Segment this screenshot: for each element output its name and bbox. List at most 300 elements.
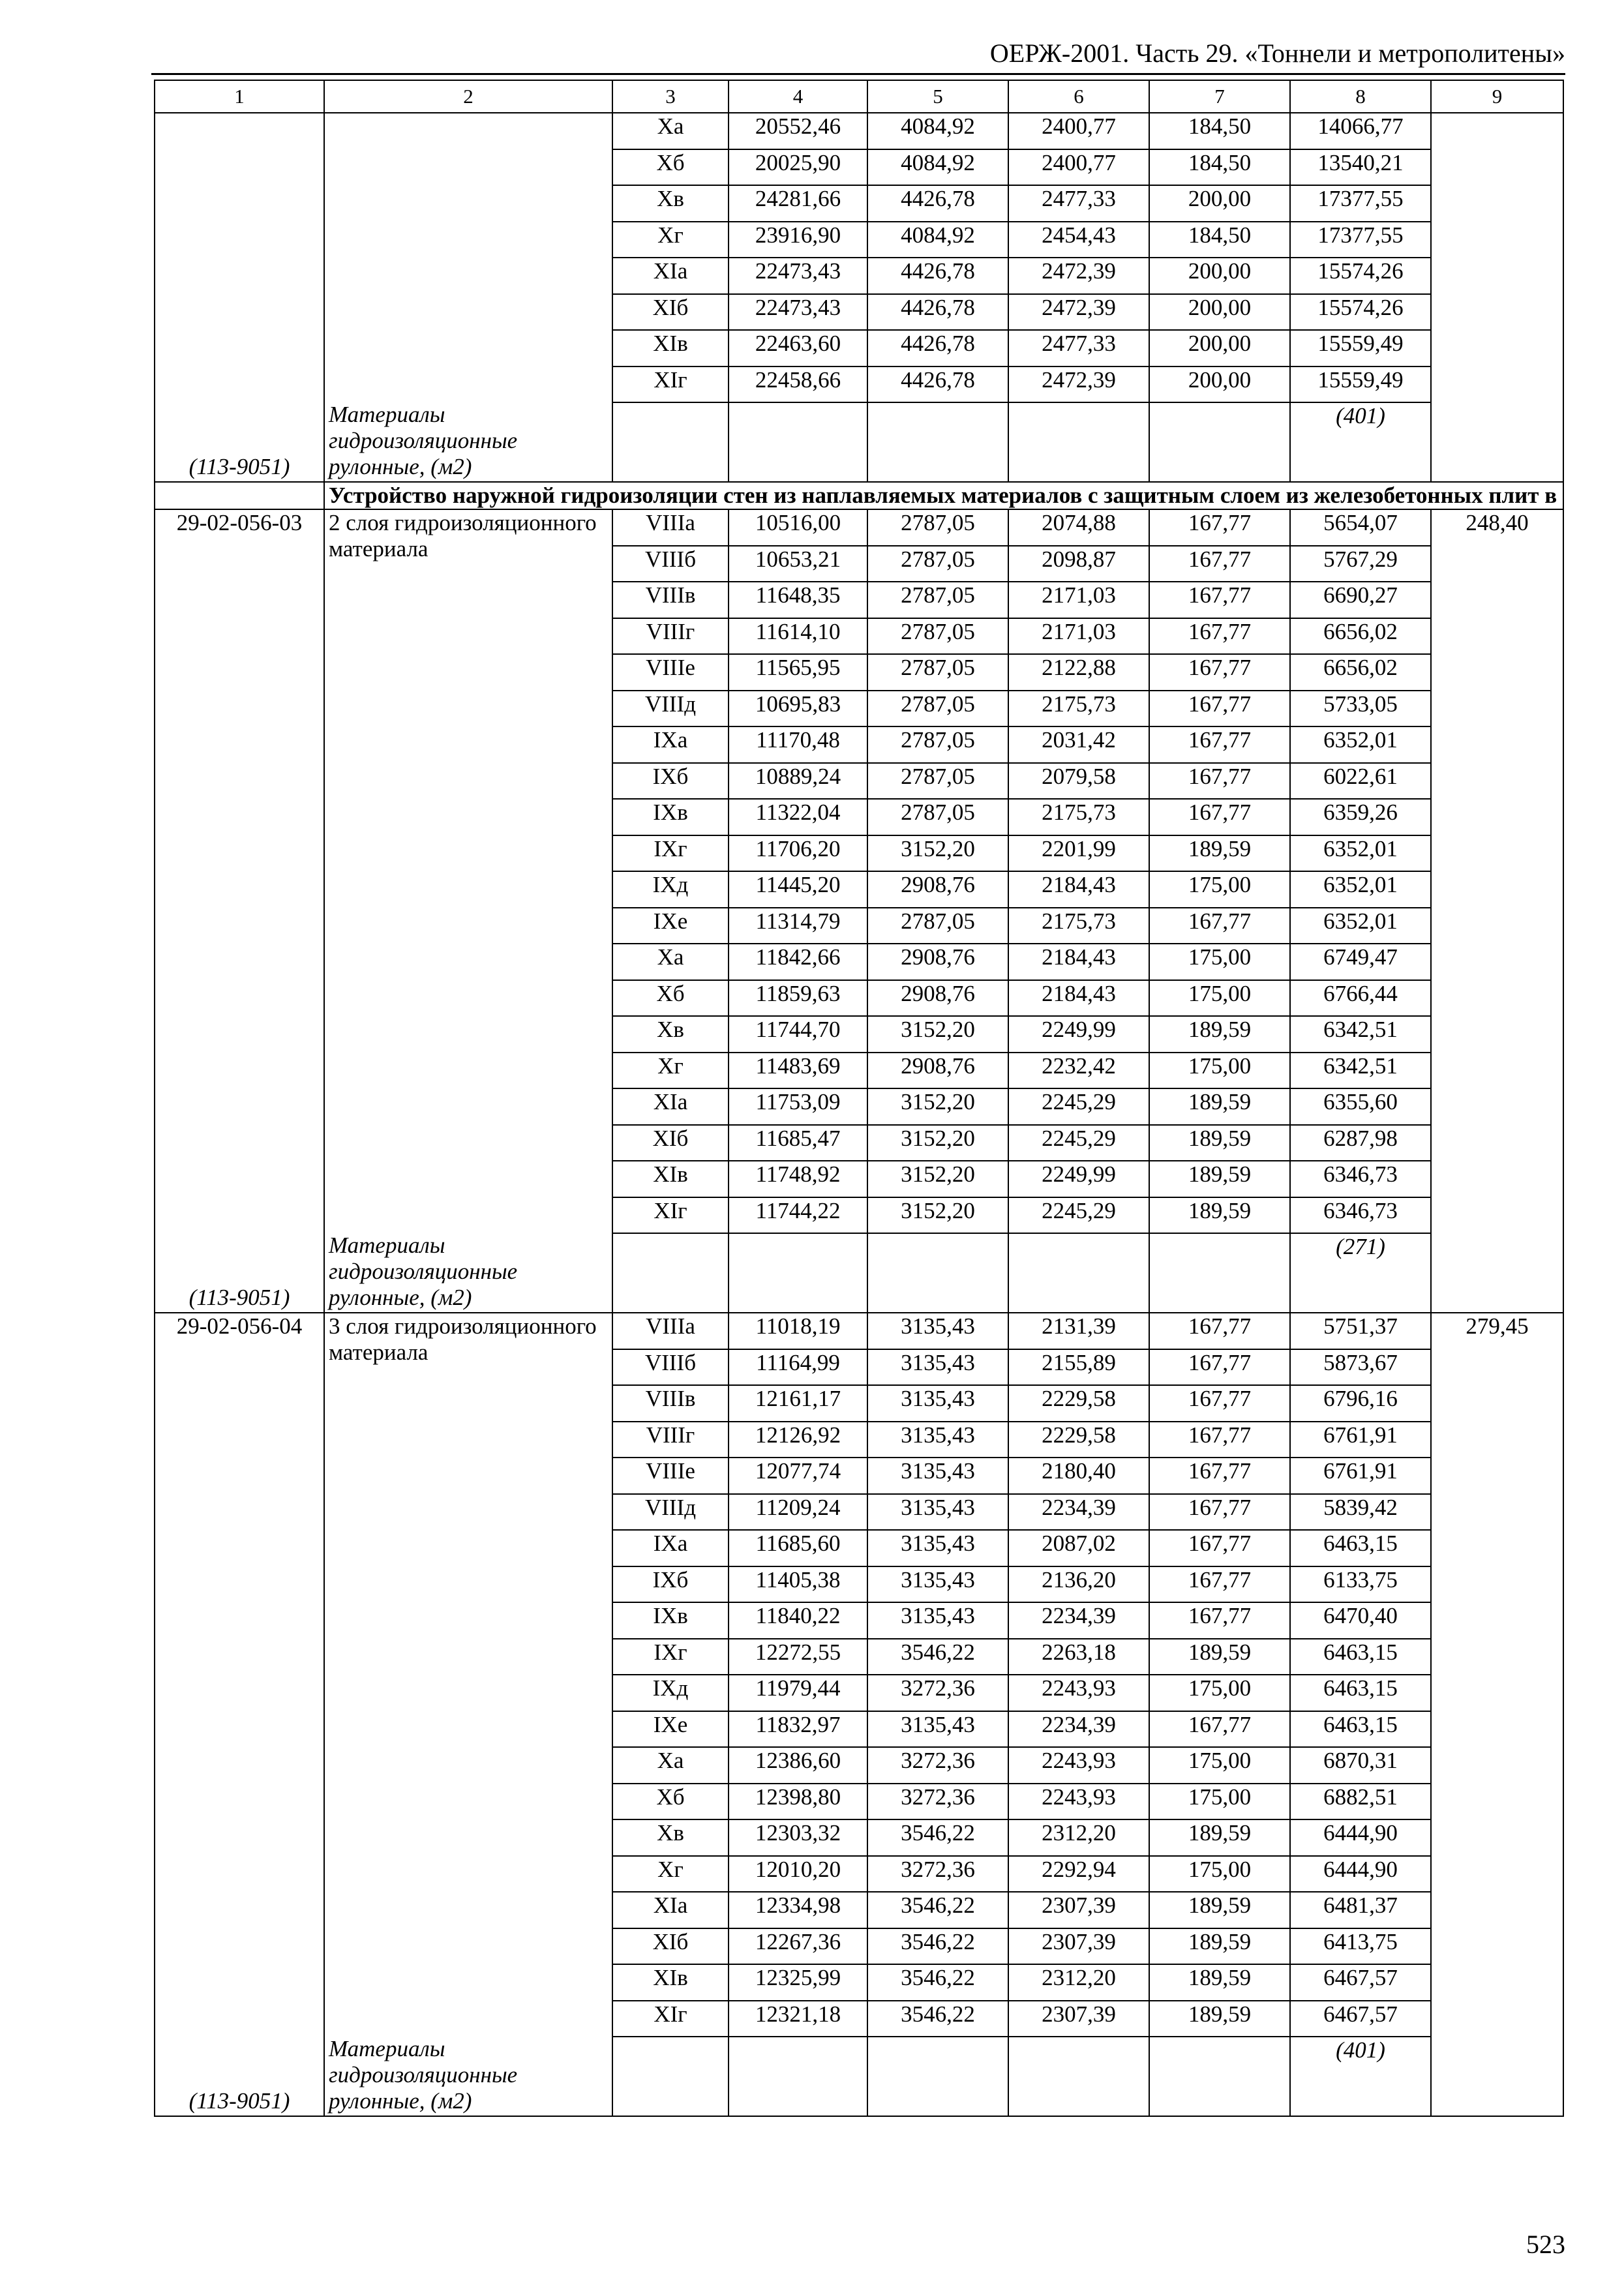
value-cell-col7: 167,77 [1149,1494,1290,1531]
value-cell-col5: 4426,78 [867,294,1008,331]
zone-cell: VIIIв [612,1385,729,1422]
table-row [155,509,1563,546]
material-value-cell [1290,402,1431,482]
value-cell-col6: 2079,58 [1008,763,1149,800]
material-empty-cell [1149,1233,1290,1313]
value-cell-col4: 11832,97 [729,1711,867,1748]
value-cell-col8: 6463,15 [1290,1711,1431,1748]
value-cell-col4: 10653,21 [729,546,867,582]
value-cell-col7: 175,00 [1149,1784,1290,1820]
material-empty-cell [867,1233,1008,1313]
zone-cell: Xa [612,944,729,980]
value-cell-col8: 6463,15 [1290,1639,1431,1675]
value-cell-col4: 22473,43 [729,294,867,331]
value-cell-col6: 2245,29 [1008,1197,1149,1234]
value-cell-col4: 12334,98 [729,1892,867,1928]
value-cell-col6: 2243,93 [1008,1784,1149,1820]
material-empty-cell [729,402,867,482]
value-cell-col8: 6463,15 [1290,1675,1431,1711]
value-cell-col4: 10516,00 [729,509,867,546]
value-cell-col6: 2249,99 [1008,1161,1149,1197]
zone-cell: IXa [612,1530,729,1566]
value-cell-col4: 11706,20 [729,835,867,872]
value-cell-col8: 15559,49 [1290,367,1431,403]
zone-cell: Xб [612,149,729,186]
value-cell-col5: 4084,92 [867,222,1008,258]
value-cell-col4: 11648,35 [729,582,867,618]
section-empty-cell [155,482,324,509]
value-cell-col5: 3135,43 [867,1602,1008,1639]
page-header-title: ОЕРЖ-2001. Часть 29. «Тоннели и метрополитены» [989,38,1565,68]
value-cell-col5: 4426,78 [867,367,1008,403]
value-cell-col8: 6413,75 [1290,1928,1431,1965]
zone-cell: XIб [612,294,729,331]
value-cell-col5: 3546,22 [867,2001,1008,2037]
value-cell-col5: 2908,76 [867,871,1008,908]
value-cell-col7: 167,77 [1149,546,1290,582]
material-name: Материалы гидроизоляционные рулонные, (м2) [329,1233,518,1310]
value-cell-col4: 22473,43 [729,258,867,294]
value-cell-col8: 13540,21 [1290,149,1431,186]
material-value-cell [1290,1233,1431,1313]
value-cell-col8: 15574,26 [1290,258,1431,294]
zone-cell: IXe [612,1711,729,1748]
value-cell-col7: 167,77 [1149,1349,1290,1386]
zone-cell: Xб [612,1784,729,1820]
value-cell-col4: 20025,90 [729,149,867,186]
value-cell-col8: 6444,90 [1290,1819,1431,1856]
zone-cell: VIIIa [612,509,729,546]
value-cell-col5: 4426,78 [867,185,1008,222]
value-cell-col6: 2249,99 [1008,1016,1149,1053]
value-cell-col4: 12321,18 [729,2001,867,2037]
value-cell-col4: 11314,79 [729,908,867,944]
zone-cell: IXд [612,1675,729,1711]
value-cell-col5: 2787,05 [867,546,1008,582]
value-cell-col6: 2234,39 [1008,1711,1149,1748]
zone-cell: Xг [612,222,729,258]
table-row [155,1313,1563,1349]
value-cell-col7: 175,00 [1149,1675,1290,1711]
zone-cell: IXг [612,835,729,872]
value-cell-col8: 5654,07 [1290,509,1431,546]
zone-cell: VIIIв [612,582,729,618]
value-cell-col8: 5873,67 [1290,1349,1431,1386]
value-cell-col6: 2472,39 [1008,294,1149,331]
value-cell-col7: 184,50 [1149,149,1290,186]
zone-cell: XIв [612,1964,729,2001]
value-cell-col7: 200,00 [1149,367,1290,403]
value-cell-col5: 4084,92 [867,149,1008,186]
value-cell-col5: 3135,43 [867,1566,1008,1603]
value-cell-col7: 200,00 [1149,258,1290,294]
value-cell-col4: 10889,24 [729,763,867,800]
value-cell-col8: 6133,75 [1290,1566,1431,1603]
zone-cell: VIIIг [612,618,729,655]
labor-cost: 248,40 [1431,509,1563,1313]
column-header-8: 8 [1290,80,1431,113]
value-cell-col8: 6352,01 [1290,908,1431,944]
zone-cell: XIв [612,330,729,367]
value-cell-col6: 2307,39 [1008,1928,1149,1965]
value-cell-col4: 12272,55 [729,1639,867,1675]
material-empty-cell [1008,2037,1149,2116]
header-rule [151,73,1565,75]
value-cell-col8: 5733,05 [1290,691,1431,727]
value-cell-col4: 12386,60 [729,1747,867,1784]
value-cell-col4: 11018,19 [729,1313,867,1349]
value-cell-col7: 167,77 [1149,1566,1290,1603]
value-cell-col6: 2234,39 [1008,1602,1149,1639]
value-cell-col6: 2307,39 [1008,1892,1149,1928]
value-cell-col7: 189,59 [1149,2001,1290,2037]
value-cell-col6: 2454,43 [1008,222,1149,258]
value-cell-col6: 2312,20 [1008,1964,1149,2001]
zone-cell: Xa [612,113,729,149]
value-cell-col6: 2312,20 [1008,1819,1149,1856]
value-cell-col5: 2787,05 [867,618,1008,655]
zone-cell: VIIIд [612,691,729,727]
zone-cell: IXв [612,1602,729,1639]
value-cell-col8: 6346,73 [1290,1161,1431,1197]
material-value-cell [1290,2037,1431,2116]
value-cell-col6: 2074,88 [1008,509,1149,546]
rate-name-text: 2 слоя гидроизоляционного материала [329,510,597,561]
value-cell-col4: 11565,95 [729,654,867,691]
value-cell-col4: 12325,99 [729,1964,867,2001]
value-cell-col6: 2175,73 [1008,799,1149,835]
value-cell-col4: 10695,83 [729,691,867,727]
value-cell-col7: 189,59 [1149,1892,1290,1928]
value-cell-col5: 3272,36 [867,1784,1008,1820]
material-empty-cell [867,402,1008,482]
value-cell-col5: 3135,43 [867,1458,1008,1494]
value-cell-col6: 2232,42 [1008,1053,1149,1089]
material-value: (401) [1336,2037,1385,2063]
value-cell-col5: 2908,76 [867,980,1008,1017]
zone-cell: IXб [612,1566,729,1603]
value-cell-col5: 3135,43 [867,1349,1008,1386]
value-cell-col5: 3152,20 [867,1197,1008,1234]
value-cell-col4: 11685,47 [729,1125,867,1161]
zone-cell: VIIIг [612,1422,729,1458]
page-number: 523 [1526,2230,1565,2259]
value-cell-col5: 2787,05 [867,509,1008,546]
value-cell-col7: 189,59 [1149,1819,1290,1856]
rate-name [324,113,612,482]
value-cell-col8: 6656,02 [1290,654,1431,691]
value-cell-col8: 14066,77 [1290,113,1431,149]
material-empty-cell [729,1233,867,1313]
value-cell-col8: 6342,51 [1290,1016,1431,1053]
value-cell-col4: 12267,36 [729,1928,867,1965]
value-cell-col6: 2136,20 [1008,1566,1149,1603]
value-cell-col8: 6346,73 [1290,1197,1431,1234]
value-cell-col5: 3546,22 [867,1819,1008,1856]
column-header-6: 6 [1008,80,1149,113]
value-cell-col4: 24281,66 [729,185,867,222]
value-cell-col6: 2201,99 [1008,835,1149,872]
value-cell-col8: 15574,26 [1290,294,1431,331]
value-cell-col4: 22458,66 [729,367,867,403]
value-cell-col6: 2229,58 [1008,1385,1149,1422]
value-cell-col6: 2175,73 [1008,691,1149,727]
value-cell-col4: 11859,63 [729,980,867,1017]
value-cell-col4: 11483,69 [729,1053,867,1089]
value-cell-col7: 200,00 [1149,294,1290,331]
value-cell-col8: 6749,47 [1290,944,1431,980]
value-cell-col8: 15559,49 [1290,330,1431,367]
value-cell-col8: 6444,90 [1290,1856,1431,1893]
value-cell-col4: 11209,24 [729,1494,867,1531]
material-empty-cell [1008,402,1149,482]
value-cell-col8: 6870,31 [1290,1747,1431,1784]
value-cell-col4: 11405,38 [729,1566,867,1603]
zone-cell: VIIIe [612,1458,729,1494]
zone-cell: Xг [612,1053,729,1089]
zone-cell: VIIIб [612,546,729,582]
rate-code [155,509,324,1313]
value-cell-col7: 184,50 [1149,113,1290,149]
material-name: Материалы гидроизоляционные рулонные, (м2) [329,402,518,479]
table-row [155,113,1563,149]
value-cell-col4: 11685,60 [729,1530,867,1566]
value-cell-col7: 167,77 [1149,1385,1290,1422]
zone-cell: IXд [612,871,729,908]
zone-cell: Xб [612,980,729,1017]
value-cell-col8: 6467,57 [1290,1964,1431,2001]
value-cell-col4: 12010,20 [729,1856,867,1893]
value-cell-col6: 2400,77 [1008,113,1149,149]
value-cell-col4: 11744,70 [729,1016,867,1053]
rates-table [154,80,1564,2117]
value-cell-col4: 11840,22 [729,1602,867,1639]
column-header-7: 7 [1149,80,1290,113]
zone-cell: IXг [612,1639,729,1675]
zone-cell: Xв [612,1819,729,1856]
value-cell-col8: 6470,40 [1290,1602,1431,1639]
value-cell-col6: 2180,40 [1008,1458,1149,1494]
rate-name [324,1313,612,2116]
value-cell-col7: 167,77 [1149,1602,1290,1639]
value-cell-col6: 2472,39 [1008,367,1149,403]
zone-cell: XIб [612,1125,729,1161]
value-cell-col8: 5767,29 [1290,546,1431,582]
column-header-9: 9 [1431,80,1563,113]
value-cell-col8: 6796,16 [1290,1385,1431,1422]
value-cell-col4: 11164,99 [729,1349,867,1386]
value-cell-col6: 2292,94 [1008,1856,1149,1893]
value-cell-col6: 2243,93 [1008,1675,1149,1711]
value-cell-col4: 11614,10 [729,618,867,655]
value-cell-col5: 2787,05 [867,908,1008,944]
value-cell-col7: 175,00 [1149,871,1290,908]
value-cell-col7: 167,77 [1149,618,1290,655]
value-cell-col5: 3135,43 [867,1313,1008,1349]
value-cell-col5: 3272,36 [867,1856,1008,1893]
material-empty-cell [1149,402,1290,482]
value-cell-col5: 4084,92 [867,113,1008,149]
value-cell-col5: 3272,36 [867,1747,1008,1784]
material-code: (113-9051) [188,2088,290,2114]
value-cell-col6: 2229,58 [1008,1422,1149,1458]
column-header-4: 4 [729,80,867,113]
value-cell-col5: 4426,78 [867,330,1008,367]
value-cell-col8: 6761,91 [1290,1458,1431,1494]
zone-cell: XIб [612,1928,729,1965]
value-cell-col4: 11753,09 [729,1088,867,1125]
value-cell-col6: 2234,39 [1008,1494,1149,1531]
value-cell-col7: 189,59 [1149,1928,1290,1965]
value-cell-col4: 12161,17 [729,1385,867,1422]
value-cell-col8: 6656,02 [1290,618,1431,655]
material-empty-cell [612,402,729,482]
value-cell-col5: 3546,22 [867,1928,1008,1965]
value-cell-col8: 6882,51 [1290,1784,1431,1820]
value-cell-col5: 2787,05 [867,726,1008,763]
value-cell-col8: 6761,91 [1290,1422,1431,1458]
material-code: (113-9051) [188,1285,290,1310]
value-cell-col7: 167,77 [1149,1711,1290,1748]
value-cell-col6: 2263,18 [1008,1639,1149,1675]
value-cell-col7: 167,77 [1149,509,1290,546]
material-value: (401) [1336,403,1385,428]
value-cell-col5: 3152,20 [867,835,1008,872]
value-cell-col5: 3152,20 [867,1088,1008,1125]
value-cell-col6: 2307,39 [1008,2001,1149,2037]
value-cell-col7: 175,00 [1149,944,1290,980]
value-cell-col4: 12303,32 [729,1819,867,1856]
value-cell-col7: 189,59 [1149,1016,1290,1053]
value-cell-col7: 189,59 [1149,1639,1290,1675]
value-cell-col8: 6467,57 [1290,2001,1431,2037]
value-cell-col7: 167,77 [1149,799,1290,835]
labor-cost: 279,45 [1431,1313,1563,2116]
value-cell-col4: 23916,90 [729,222,867,258]
value-cell-col6: 2184,43 [1008,980,1149,1017]
value-cell-col5: 2787,05 [867,691,1008,727]
value-cell-col7: 175,00 [1149,1747,1290,1784]
value-cell-col6: 2155,89 [1008,1349,1149,1386]
value-cell-col5: 2908,76 [867,944,1008,980]
zone-cell: XIг [612,2001,729,2037]
value-cell-col5: 3152,20 [867,1161,1008,1197]
zone-cell: Xг [612,1856,729,1893]
value-cell-col7: 167,77 [1149,1313,1290,1349]
value-cell-col7: 167,77 [1149,654,1290,691]
value-cell-col8: 6352,01 [1290,726,1431,763]
value-cell-col6: 2400,77 [1008,149,1149,186]
value-cell-col6: 2175,73 [1008,908,1149,944]
value-cell-col6: 2171,03 [1008,582,1149,618]
value-cell-col8: 6690,27 [1290,582,1431,618]
value-cell-col6: 2098,87 [1008,546,1149,582]
zone-cell: Xa [612,1747,729,1784]
material-empty-cell [1149,2037,1290,2116]
value-cell-col8: 6352,01 [1290,871,1431,908]
value-cell-col5: 3135,43 [867,1385,1008,1422]
value-cell-col7: 167,77 [1149,1458,1290,1494]
section-title-row [155,482,1563,509]
rate-code [155,1313,324,2116]
material-name: Материалы гидроизоляционные рулонные, (м2) [329,2036,518,2114]
zone-cell: XIa [612,1088,729,1125]
value-cell-col8: 6352,01 [1290,835,1431,872]
value-cell-col7: 189,59 [1149,1964,1290,2001]
material-empty-cell [867,2037,1008,2116]
material-code: (113-9051) [188,454,290,479]
value-cell-col8: 5839,42 [1290,1494,1431,1531]
material-value: (271) [1336,1234,1385,1259]
material-empty-cell [729,2037,867,2116]
value-cell-col4: 11322,04 [729,799,867,835]
value-cell-col4: 22463,60 [729,330,867,367]
value-cell-col6: 2477,33 [1008,185,1149,222]
value-cell-col5: 2787,05 [867,654,1008,691]
zone-cell: IXб [612,763,729,800]
value-cell-col7: 189,59 [1149,1088,1290,1125]
value-cell-col4: 20552,46 [729,113,867,149]
value-cell-col7: 167,77 [1149,763,1290,800]
value-cell-col5: 2787,05 [867,799,1008,835]
value-cell-col5: 2787,05 [867,582,1008,618]
value-cell-col7: 167,77 [1149,1530,1290,1566]
value-cell-col7: 189,59 [1149,1197,1290,1234]
value-cell-col5: 3152,20 [867,1125,1008,1161]
zone-cell: XIв [612,1161,729,1197]
value-cell-col7: 175,00 [1149,980,1290,1017]
material-empty-cell [1008,1233,1149,1313]
value-cell-col4: 11979,44 [729,1675,867,1711]
section-title: Устройство наружной гидроизоляции стен из наплавляемых материалов с защитным слоем из железобетонных плит в [324,482,1563,509]
rate-name-text: 3 слоя гидроизоляционного материала [329,1313,597,1365]
material-empty-cell [612,1233,729,1313]
value-cell-col6: 2184,43 [1008,944,1149,980]
value-cell-col8: 6022,61 [1290,763,1431,800]
rate-code-text: 29-02-056-04 [176,1313,303,1339]
zone-cell: Xв [612,185,729,222]
value-cell-col5: 3135,43 [867,1494,1008,1531]
value-cell-col8: 6287,98 [1290,1125,1431,1161]
value-cell-col7: 175,00 [1149,1053,1290,1089]
value-cell-col4: 11445,20 [729,871,867,908]
value-cell-col8: 6355,60 [1290,1088,1431,1125]
column-header-1: 1 [155,80,324,113]
value-cell-col5: 3135,43 [867,1711,1008,1748]
value-cell-col5: 3546,22 [867,1892,1008,1928]
value-cell-col8: 6359,26 [1290,799,1431,835]
value-cell-col7: 167,77 [1149,726,1290,763]
zone-cell: VIIIб [612,1349,729,1386]
value-cell-col4: 11170,48 [729,726,867,763]
value-cell-col7: 175,00 [1149,1856,1290,1893]
value-cell-col6: 2184,43 [1008,871,1149,908]
value-cell-col7: 189,59 [1149,1125,1290,1161]
value-cell-col4: 11842,66 [729,944,867,980]
value-cell-col7: 167,77 [1149,908,1290,944]
value-cell-col7: 200,00 [1149,185,1290,222]
zone-cell: VIIIe [612,654,729,691]
value-cell-col6: 2477,33 [1008,330,1149,367]
zone-cell: XIa [612,1892,729,1928]
zone-cell: XIг [612,367,729,403]
value-cell-col7: 189,59 [1149,835,1290,872]
value-cell-col5: 3272,36 [867,1675,1008,1711]
value-cell-col6: 2131,39 [1008,1313,1149,1349]
value-cell-col8: 6463,15 [1290,1530,1431,1566]
value-cell-col6: 2245,29 [1008,1088,1149,1125]
zone-cell: VIIIд [612,1494,729,1531]
